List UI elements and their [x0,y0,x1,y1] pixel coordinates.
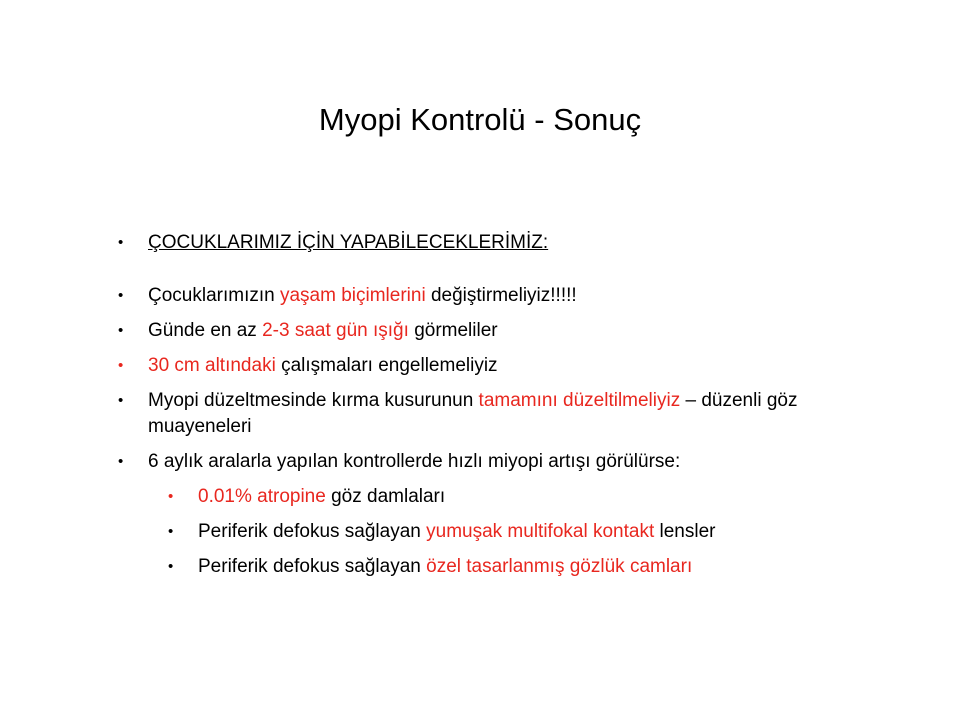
bullet-item-heading [118,230,878,256]
body-text: değiştirmeliyiz!!!!! [425,285,577,306]
body-text: Myopi düzeltmesinde kırma kusurunun [148,390,479,411]
body-text: Çocuklarımızın [148,285,280,306]
highlight-text: tamamını düzeltilmeliyiz [478,390,681,411]
bullet-item [118,353,878,379]
bullet-dot-icon: • [168,488,174,505]
bullet-dot-icon: • [118,234,124,251]
body-text: Günde en az [148,320,263,341]
highlight-text: 30 cm altındaki [148,355,276,376]
bullet-dot-icon: • [168,558,174,575]
slide-title: Myopi Kontrolü - Sonuç [318,102,642,137]
body-text: Periferik defokus sağlayan [198,556,427,577]
bullet-list [118,230,878,589]
sub-bullet-item [168,484,878,510]
bullet-dot-icon: • [118,453,124,470]
body-text: göz damlaları [325,486,446,507]
bullet-item [118,388,878,440]
bullet-dot-icon: • [168,523,174,540]
highlight-text: yumuşak multifokal kontakt [426,521,655,542]
highlight-text: yaşam biçimlerini [279,285,426,306]
bullet-dot-icon: • [118,287,124,304]
heading-text: ÇOCUKLARIMIZ İÇİN YAPABİLECEKLERİMİZ: [148,232,549,253]
sub-bullet-item [168,519,878,545]
sub-bullet-item [168,554,878,580]
bullet-item [118,449,878,475]
body-text: görmeliler [408,320,498,341]
bullet-dot-icon: • [118,357,124,374]
body-text: çalışmaları engellemeliyiz [275,355,498,376]
body-text: 6 aylık aralarla yapılan kontrollerde hızlı miyopi artışı görülürse: [148,451,681,472]
bullet-item [118,318,878,344]
bullet-dot-icon: • [118,392,124,409]
body-text: lensler [654,521,716,542]
body-text: Periferik defokus sağlayan [198,521,427,542]
highlight-text: özel tasarlanmış gözlük camları [426,556,693,577]
bullet-dot-icon: • [118,322,124,339]
highlight-text: 2-3 saat gün ışığı [262,320,409,341]
body-text: – düzenli göz muayeneleri [148,390,798,437]
highlight-text: 0.01% atropine [198,486,326,507]
bullet-item [118,283,878,309]
